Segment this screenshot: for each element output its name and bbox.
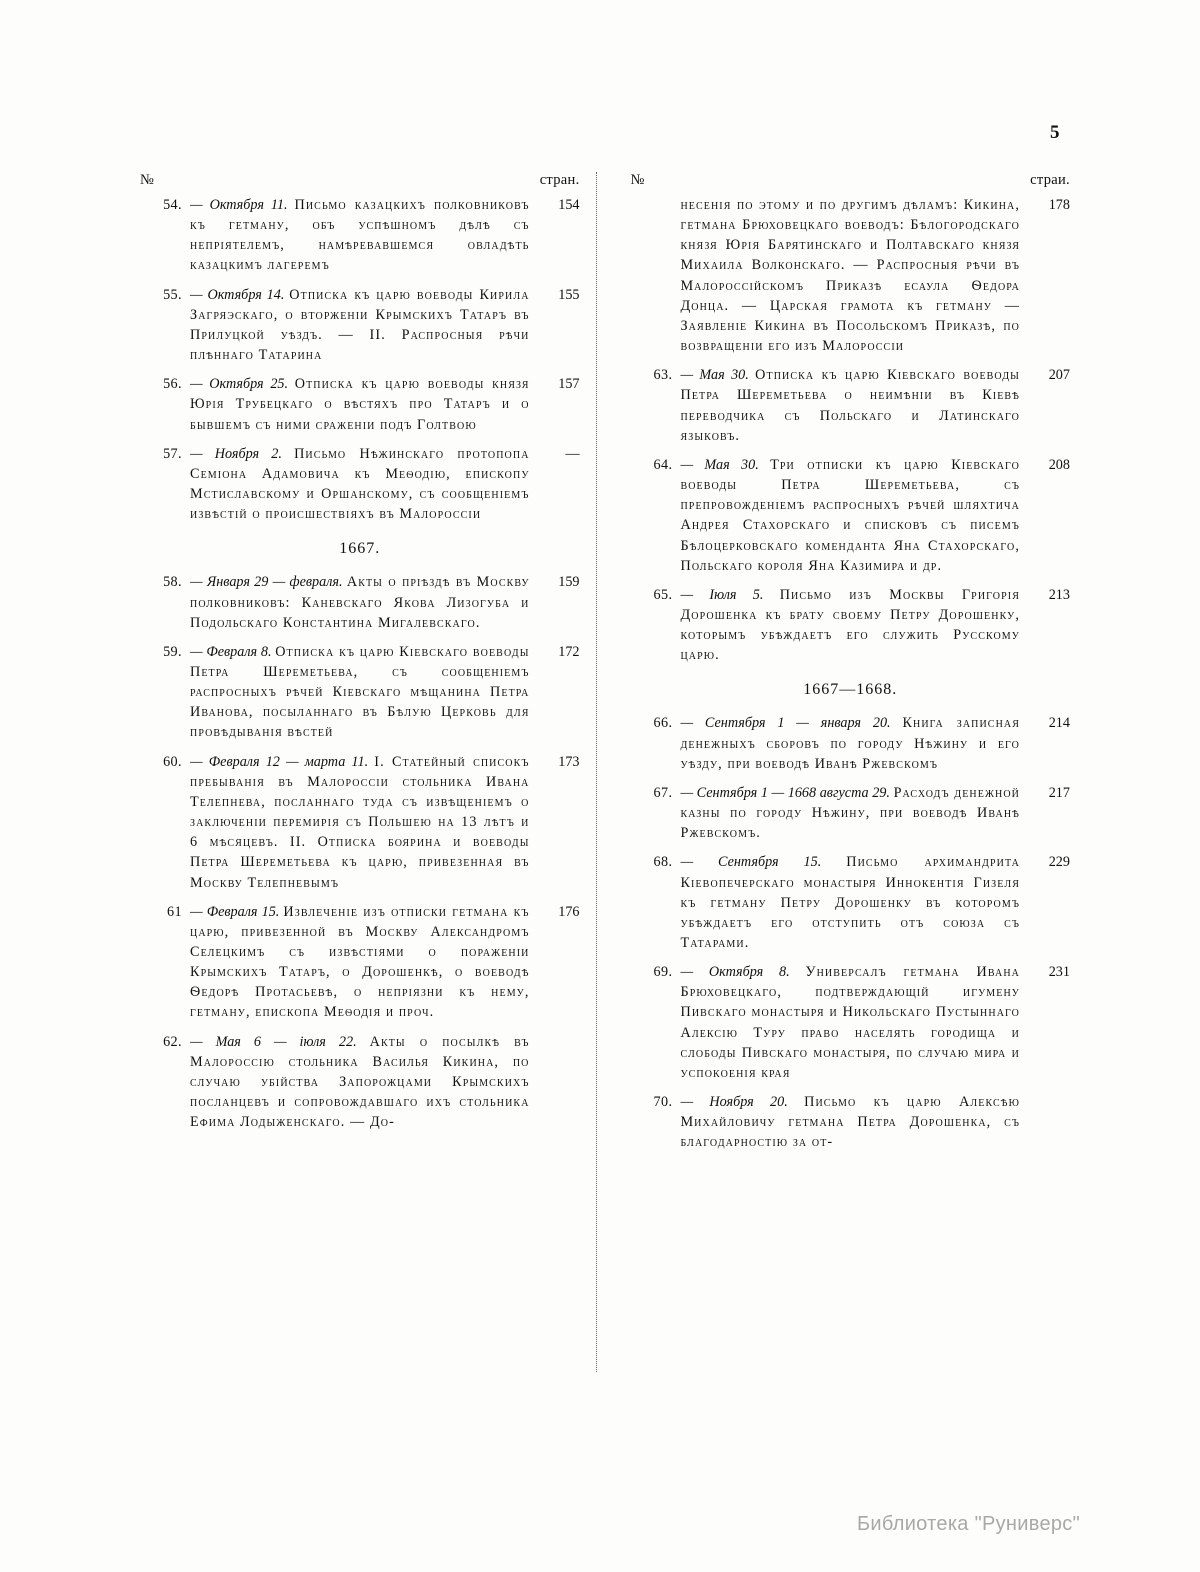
entry-page: [1026, 1092, 1070, 1152]
index-entry: [140, 444, 580, 525]
entry-lead: — Октября 11.: [190, 197, 288, 213]
index-entry: [140, 374, 580, 434]
entry-lead: — Мая 30.: [680, 456, 759, 473]
entry-text: [190, 642, 536, 743]
entry-number: 57.: [163, 445, 182, 462]
index-entry: [140, 642, 580, 743]
entry-number: 70.: [653, 1094, 673, 1111]
entry-description: Отписка къ царю Кіевскаго воеводы Петра Шереметьева о неимѣніи въ Кіевѣ переводчика съ Польскаго и Латинскаго языковъ.: [680, 367, 1020, 444]
entry-description: Отписка къ царю воеводы Кирила Загряэскаго, о вторженіи Крымскихъ Татаръ въ Прилуцкой уѣздъ. — II. Распросныя рѣчи плѣннаго Татарина: [190, 286, 530, 364]
page-number: 5: [1050, 122, 1060, 143]
index-entry: [630, 585, 1070, 666]
entry-number: 56.: [163, 376, 182, 393]
entry-page: 155: [558, 286, 580, 303]
library-watermark: Библиотека "Руниверс": [856, 1513, 1080, 1535]
entry-page: 208: [1048, 456, 1070, 473]
entry-description: Акты о посылкѣ въ Малороссію стольника Василья Кикина, по случаю убійства Запорожцами Крымскихъ посланцевъ и сопровождавшаго ихъ стольника Ефима Лодыженскаго. — До-: [190, 1033, 530, 1131]
index-entry: [140, 752, 580, 893]
entry-text: [190, 285, 536, 366]
entry-description: несенія по этому и по другимъ дѣламъ: Кикина, гетмана Брюховецкаго воеводъ: Бѣлогородскаго князя Юрія Барятинскаго и Полтавскаго князя Михаила Волконскаго. — Распросныя рѣчи въ Малороссійскомъ Приказѣ есаула Ѳедора Донца. — Царская грамота къ гетману — Заявленіе Кикина въ Посольскомъ Приказѣ, по возвращеніи его изъ Малороссіи: [680, 197, 1020, 355]
entry-lead: — Сентября 15.: [680, 854, 822, 871]
entry-number: 66.: [653, 715, 673, 732]
index-entry: [630, 783, 1070, 843]
entry-number: 58.: [163, 574, 182, 591]
entry-lead: — Февраля 15.: [190, 903, 280, 920]
index-entry: [140, 195, 580, 276]
entry-page: 214: [1048, 715, 1070, 732]
entry-lead: — Сентября 1 — января 20.: [680, 715, 891, 732]
entry-text: [680, 783, 1026, 843]
entry-page: 213: [1048, 586, 1070, 603]
right-column: [602, 172, 1070, 1372]
column-divider: [596, 172, 599, 1372]
left-column-header: [140, 172, 580, 189]
entry-lead: — Мая 6 — іюля 22.: [190, 1033, 357, 1050]
entry-page: —: [565, 445, 580, 462]
entry-page: 172: [558, 643, 580, 660]
entry-description: Письмо казацкихъ полковниковъ къ гетману, объ успѣшномъ дѣлѣ съ непріятелемъ, намѣревавшемся овладѣть казацкимъ лагеремъ: [190, 197, 530, 274]
entry-page: 217: [1048, 784, 1070, 801]
entry-description: Письмо архимандрита Кіевопечерскаго монастыря Иннокентія Гизеля къ гетману Петру Дорошенку въ которомъ убѣждаетъ его отступить отъ союза съ Татарами.: [680, 854, 1020, 951]
entry-number: 64.: [653, 456, 673, 473]
entry-page: 159: [558, 574, 580, 591]
entry-description: Письмо Нѣжинскаго протопопа Семіона Адамовича къ Меѳодію, епископу Мстиславскому и Оршанскому, съ сообщеніемъ извѣстій о происшествіяхъ въ Малороссіи: [190, 445, 530, 523]
entry-text: [190, 374, 536, 434]
entry-text: [190, 902, 536, 1023]
index-entry: [140, 902, 580, 1023]
entry-text: [190, 195, 536, 276]
entry-page: 231: [1048, 964, 1070, 981]
entry-description: Акты о пріѣздѣ въ Москву полковниковъ: Каневскаго Якова Лизогуба и Подольскаго Константина Мигалевскаго.: [190, 574, 530, 631]
entry-number: 68.: [653, 854, 673, 871]
entry-number: 65.: [653, 586, 673, 603]
entry-number: 60.: [163, 753, 182, 770]
entry-description: Письмо изъ Москвы Григорія Дорошенка къ брату своему Петру Дорошенку, которымъ убѣждаетъ его служить Русскому царю.: [680, 586, 1020, 664]
index-entry: [630, 1092, 1070, 1152]
entry-page: 157: [558, 376, 580, 393]
entry-page: 173: [558, 753, 580, 770]
two-column-index: [140, 172, 1070, 1372]
entry-text: [680, 585, 1026, 666]
entry-lead: — Ноября 20.: [680, 1094, 788, 1111]
index-entry: [630, 365, 1070, 446]
entry-number: 63.: [653, 367, 673, 384]
entry-number: 69.: [653, 964, 673, 981]
left-pages-header: стран.: [539, 172, 580, 188]
entry-number: 59.: [163, 643, 182, 660]
entry-lead: — Февраля 8.: [190, 643, 272, 660]
entry-description: Отписка къ царю воеводы князя Юрія Трубецкаго о вѣстяхъ про Татаръ и о бывшемъ съ ними сраженіи подъ Голтвою: [190, 376, 530, 433]
year-heading: 1667—1668.: [803, 681, 898, 699]
entry-number: 55.: [163, 286, 182, 303]
entry-text: [680, 195, 1026, 356]
right-pages-header: страи.: [1030, 172, 1070, 188]
entry-description: Три отписки къ царю Кіевскаго воеводы Петра Шереметьева, съ препровожденіемъ распросныхъ рѣчей шляхтича Андрея Стахорскаго и списковъ съ писемъ Бѣлоцерковскаго коменданта Яна Стахорскаго, Польскаго короля Яна Казимира и др.: [680, 456, 1020, 574]
entry-description: Отписка къ царю Кіевскаго воеводы Петра Шереметьева, съ сообщеніемъ распросныхъ рѣчей Кіевскаго мѣщанина Петра Иванова, посыланнаго въ Бѣлую Церковь для провѣдыванія вѣстей: [190, 643, 530, 741]
entry-description: Расходъ денежной казны по городу Нѣжину, при воеводѣ Иванѣ Ржевскомъ.: [680, 784, 1020, 842]
entry-number: 67.: [653, 784, 673, 801]
entry-lead: — Января 29 — февраля.: [190, 574, 343, 591]
entry-lead: — Октября 14.: [190, 286, 285, 303]
index-entry: [630, 713, 1070, 773]
entry-text: [190, 752, 536, 893]
entry-page: 176: [558, 903, 580, 920]
entry-page: 207: [1048, 367, 1070, 384]
right-number-header: №: [630, 172, 645, 188]
entry-description: Универсалъ гетмана Ивана Брюховецкаго, подтверждающій игумену Пивскаго монастыря и Никольскаго Пустыннаго Алексію Туру право населять городища и слободы Пивскаго монастыря, по случаю мира и успокоенія края: [680, 964, 1020, 1081]
index-entry: [140, 1032, 580, 1133]
entry-text: [190, 1032, 536, 1133]
index-entry-continuation: [630, 195, 1070, 356]
entry-number: 54.: [163, 197, 182, 213]
entry-page: 178: [1048, 197, 1070, 213]
index-entry: [140, 285, 580, 366]
left-column: [140, 172, 592, 1372]
entry-lead: — Октября 8.: [680, 964, 790, 981]
entry-lead: — Октября 25.: [190, 376, 289, 393]
index-entry: [140, 572, 580, 632]
entry-text: [680, 365, 1026, 446]
entry-text: [190, 572, 536, 632]
entry-lead: — Іюля 5.: [680, 586, 764, 603]
entry-text: [680, 713, 1026, 773]
right-column-header: [630, 172, 1070, 189]
index-entry: [630, 455, 1070, 576]
entry-text: [680, 1092, 1026, 1152]
entry-description: Письмо къ царю Алексѣю Михайловичу гетмана Петра Дорошенка, съ благодарностію за от-: [680, 1094, 1020, 1151]
entry-lead: — Сентября 1 — 1668 августа 29.: [680, 784, 890, 801]
entry-lead: — Мая 30.: [680, 367, 749, 384]
entry-text: [680, 962, 1026, 1083]
entry-page: 154: [558, 197, 580, 213]
entry-description: Книга записная денежныхъ сборовъ по городу Нѣжину и его уѣзду, при воеводѣ Иванѣ Ржевскомъ: [680, 715, 1020, 772]
entry-description: Извлеченіе изъ отписки гетмана къ царю, привезенной въ Москву Александромъ Селецкимъ съ извѣстіями о пораженіи Крымскихъ Татаръ, о Дорошенкѣ, о воеводѣ Ѳедорѣ Протасьевѣ, о непріязни къ нему, гетману, епископа Меѳодія и проч.: [190, 903, 530, 1021]
entry-text: [680, 852, 1026, 953]
entry-number: 61: [167, 903, 182, 920]
entry-page: 229: [1048, 854, 1070, 871]
year-heading: 1667.: [339, 540, 381, 558]
entry-page: [536, 1032, 580, 1133]
left-number-header: №: [140, 172, 155, 188]
entry-lead: — Ноября 2.: [190, 445, 282, 462]
entry-lead: — Февраля 12 — марта 11.: [190, 753, 369, 770]
entry-number: [630, 195, 680, 356]
index-entry: [630, 852, 1070, 953]
index-entry: [630, 962, 1070, 1083]
entry-number: 62.: [163, 1033, 182, 1050]
entry-text: [680, 455, 1026, 576]
entry-text: [190, 444, 536, 525]
entry-description: I. Статейный списокъ пребыванія въ Малороссіи стольника Ивана Телепнева, посланнаго туда съ извѣщеніемъ о заключеніи перемирія съ Польшею на 13 лѣтъ и 6 мѣсяцевъ. II. Отписка боярина и воеводы Петра Шереметьева къ царю, привезенная въ Москву Телепневымъ: [190, 753, 530, 891]
